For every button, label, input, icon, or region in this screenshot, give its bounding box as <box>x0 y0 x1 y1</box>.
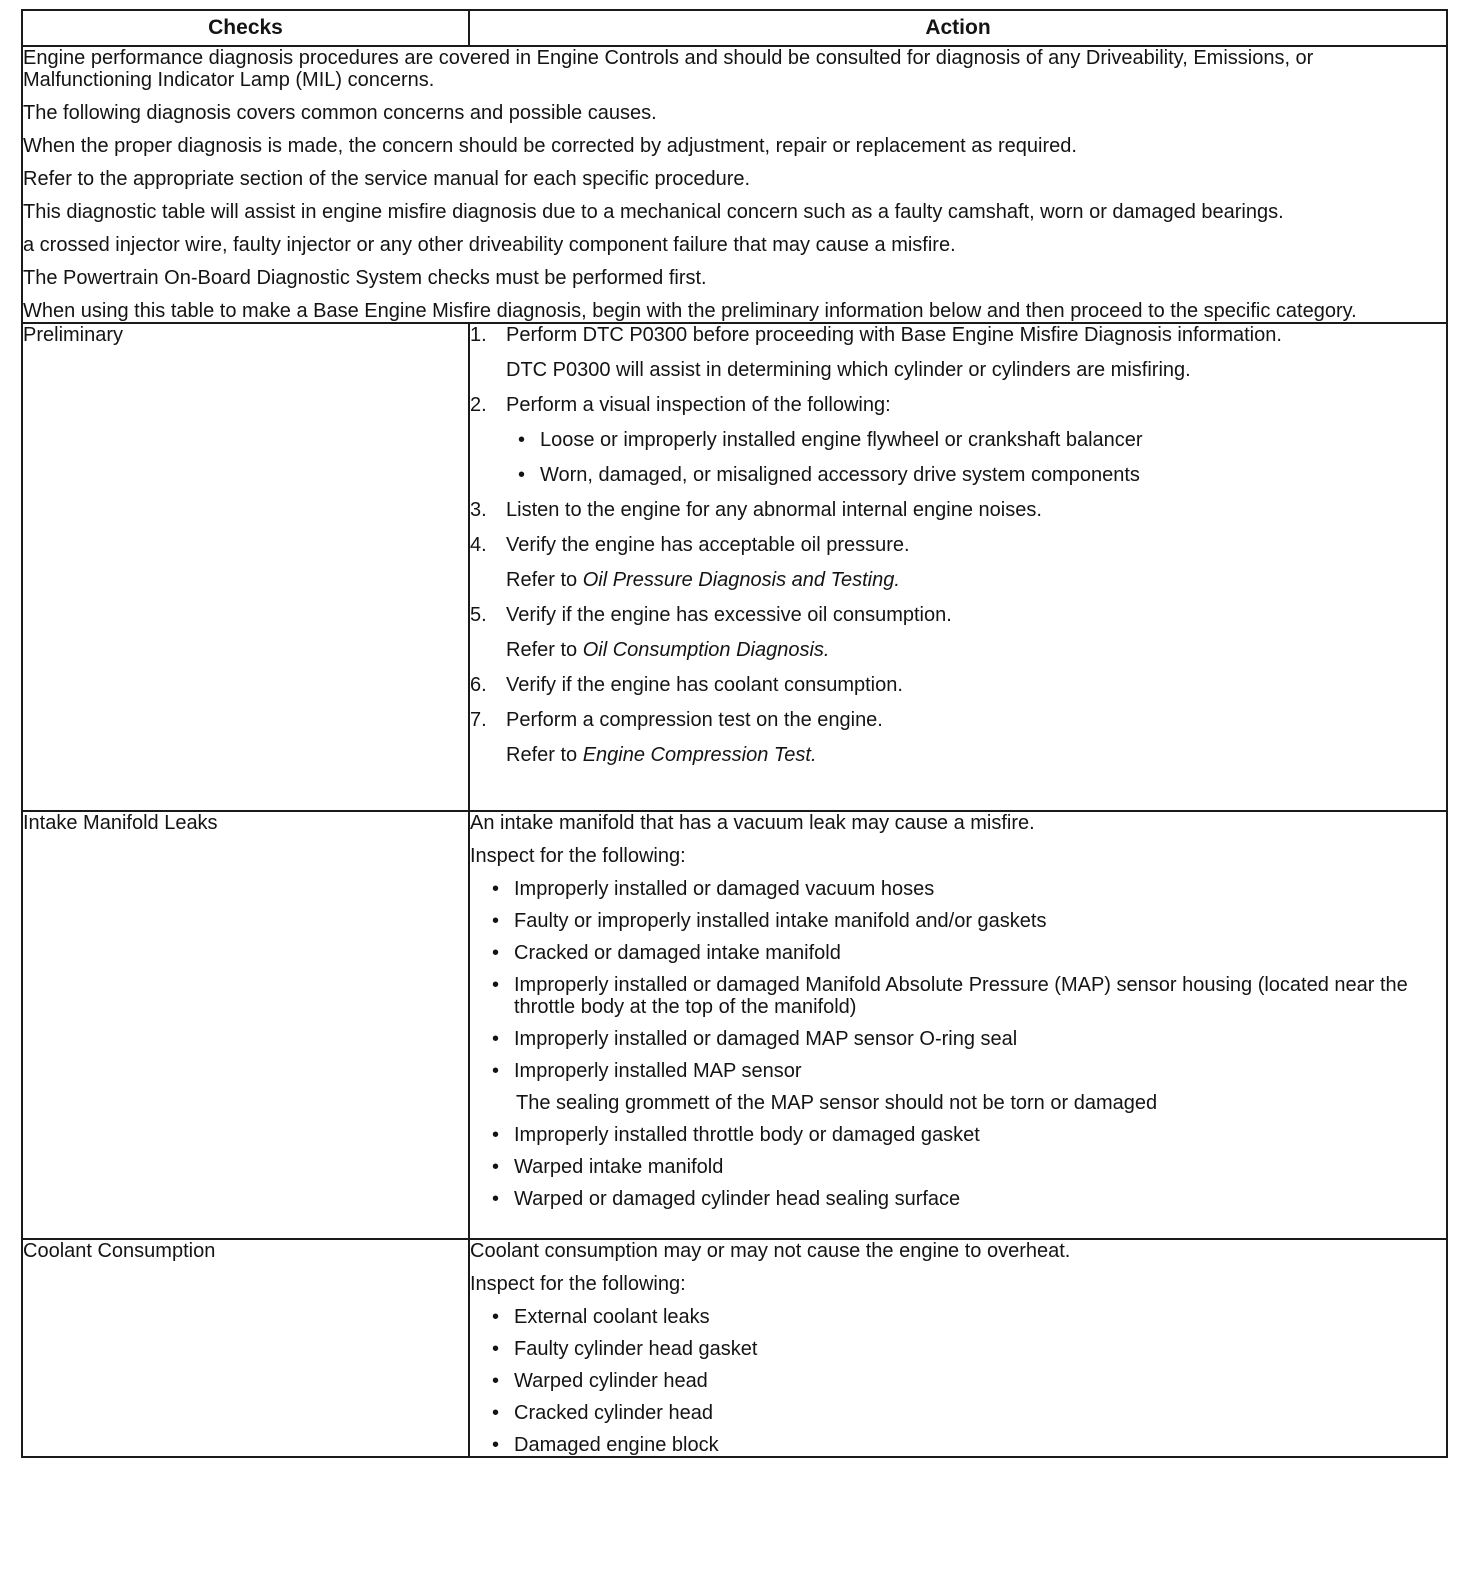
action-cell-coolant <box>469 1239 1447 1457</box>
intro-row <box>22 46 1447 323</box>
bullet-icon: • <box>492 910 500 932</box>
intro-cell <box>22 46 1447 323</box>
table-row-intake <box>22 811 1447 1239</box>
bullet-item: • Improperly installed or damaged MAP sensor O-ring seal <box>492 1028 1018 1050</box>
table-row-preliminary <box>22 323 1447 811</box>
bullet-item: • Improperly installed or damaged vacuum hoses <box>492 878 935 900</box>
bullet-item: • Improperly installed MAP sensor <box>492 1060 802 1082</box>
reference-link: Oil Pressure Diagnosis and Testing. <box>582 569 900 591</box>
coolant-items <box>470 1306 1446 1456</box>
checks-header: Checks <box>22 10 469 46</box>
step-item <box>470 604 1446 661</box>
intro-paragraph: Refer to the appropriate section of the service manual for each specific procedure. <box>23 168 751 190</box>
diagnostic-table-page <box>21 9 1446 1577</box>
bullet-item: • Warped cylinder head <box>492 1370 708 1392</box>
bullet-icon: • <box>492 1060 500 1082</box>
action-cell-preliminary <box>469 323 1447 811</box>
bullet-item: • Faulty or improperly installed intake manifold and/or gaskets <box>492 910 1047 932</box>
bullet-icon: • <box>492 1434 500 1456</box>
intro-paragraph: The following diagnosis covers common concerns and possible causes. <box>23 102 657 124</box>
bullet-icon: • <box>492 974 500 996</box>
step-text: Perform DTC P0300 before proceeding with Base Engine Misfire Diagnosis information. <box>506 324 1282 346</box>
bullet-icon: • <box>492 878 500 900</box>
intake-note: The sealing grommett of the MAP sensor should not be torn or damaged <box>516 1092 1158 1114</box>
bullet-icon: • <box>492 1028 500 1050</box>
intro-paragraph: The Powertrain On-Board Diagnostic System checks must be performed first. <box>23 267 707 289</box>
check-label-preliminary: Preliminary <box>22 323 469 811</box>
bullet-item: • Faulty cylinder head gasket <box>492 1338 758 1360</box>
check-label-coolant: Coolant Consumption <box>22 1239 469 1457</box>
bullet-item: • External coolant leaks <box>492 1306 710 1328</box>
step-bullets <box>506 429 1446 486</box>
coolant-lead: Coolant consumption may or may not cause the engine to overheat. <box>470 1240 1071 1262</box>
bullet-icon: • <box>492 1188 500 1210</box>
intake-items <box>470 878 1446 1082</box>
bullet-item: • Improperly installed or damaged Manifold Absolute Pressure (MAP) sensor housing (located near the throttle body at the top of the manifold) <box>492 974 1408 1018</box>
check-label-intake: Intake Manifold Leaks <box>22 811 469 1239</box>
bullet-item: • Warped or damaged cylinder head sealing surface <box>492 1188 961 1210</box>
coolant-inspect: Inspect for the following: <box>470 1273 686 1295</box>
bullet-icon: • <box>492 1338 500 1360</box>
table-row-coolant <box>22 1239 1447 1457</box>
intro-paragraph: a crossed injector wire, faulty injector or any other driveability component failure that may cause a misfire. <box>23 234 956 256</box>
action-cell-intake <box>469 811 1447 1239</box>
step-item <box>470 674 1446 696</box>
bullet-item: • Loose or improperly installed engine flywheel or crankshaft balancer <box>518 429 1143 451</box>
step-text: Perform a visual inspection of the following: <box>506 394 891 416</box>
step-number: 4. <box>470 534 487 556</box>
bullet-item: • Damaged engine block <box>492 1434 719 1456</box>
step-item <box>470 534 1446 591</box>
step-number: 2. <box>470 394 487 416</box>
reference-link: Engine Compression Test. <box>582 744 817 766</box>
action-header: Action <box>469 10 1447 46</box>
step-item <box>470 499 1446 521</box>
bullet-icon: • <box>492 1402 500 1424</box>
bullet-icon: • <box>518 429 526 451</box>
bullet-icon: • <box>492 1370 500 1392</box>
intro-paragraph: When using this table to make a Base Engine Misfire diagnosis, begin with the preliminary information below and then proceed to the specific category. <box>23 300 1357 322</box>
step-text: Verify the engine has acceptable oil pressure. <box>506 534 910 556</box>
step-item <box>470 324 1446 381</box>
step-text: Verify if the engine has excessive oil consumption. <box>506 604 952 626</box>
bullet-icon: • <box>518 464 526 486</box>
bullet-item: • Warped intake manifold <box>492 1156 724 1178</box>
intake-inspect: Inspect for the following: <box>470 845 686 867</box>
bullet-icon: • <box>492 1124 500 1146</box>
bullet-item: • Improperly installed throttle body or damaged gasket <box>492 1124 980 1146</box>
step-number: 1. <box>470 324 487 346</box>
bullet-icon: • <box>492 942 500 964</box>
reference-link: Oil Consumption Diagnosis. <box>582 639 830 661</box>
step-reference: Refer to Oil Consumption Diagnosis. <box>506 639 830 661</box>
intake-items-more <box>470 1124 1446 1210</box>
step-number: 3. <box>470 499 487 521</box>
step-number: 7. <box>470 709 487 731</box>
preliminary-steps <box>470 324 1446 766</box>
step-reference: Refer to Engine Compression Test. <box>506 744 817 766</box>
intro-paragraph: Engine performance diagnosis procedures are covered in Engine Controls and should be consulted for diagnosis of any Driveability, Emissions, or Malfunctioning Indicator Lamp (MIL) concerns. <box>23 47 1314 91</box>
step-number: 6. <box>470 674 487 696</box>
bullet-item: • Worn, damaged, or misaligned accessory drive system components <box>518 464 1140 486</box>
intro-paragraph: This diagnostic table will assist in engine misfire diagnosis due to a mechanical concern such as a faulty camshaft, worn or damaged bearings. <box>23 201 1284 223</box>
step-text: Verify if the engine has coolant consumption. <box>506 674 903 696</box>
intake-lead: An intake manifold that has a vacuum leak may cause a misfire. <box>470 812 1035 834</box>
step-item <box>470 394 1446 486</box>
diagnostic-table <box>21 9 1448 1458</box>
step-reference: Refer to Oil Pressure Diagnosis and Testing. <box>506 569 900 591</box>
bullet-item: • Cracked cylinder head <box>492 1402 713 1424</box>
step-note: DTC P0300 will assist in determining which cylinder or cylinders are misfiring. <box>506 359 1191 381</box>
step-text: Perform a compression test on the engine. <box>506 709 883 731</box>
intro-paragraph: When the proper diagnosis is made, the concern should be corrected by adjustment, repair or replacement as required. <box>23 135 1077 157</box>
step-item <box>470 709 1446 766</box>
bullet-item: • Cracked or damaged intake manifold <box>492 942 841 964</box>
header-row <box>22 10 1447 46</box>
bullet-icon: • <box>492 1306 500 1328</box>
step-number: 5. <box>470 604 487 626</box>
bullet-icon: • <box>492 1156 500 1178</box>
step-text: Listen to the engine for any abnormal internal engine noises. <box>506 499 1042 521</box>
